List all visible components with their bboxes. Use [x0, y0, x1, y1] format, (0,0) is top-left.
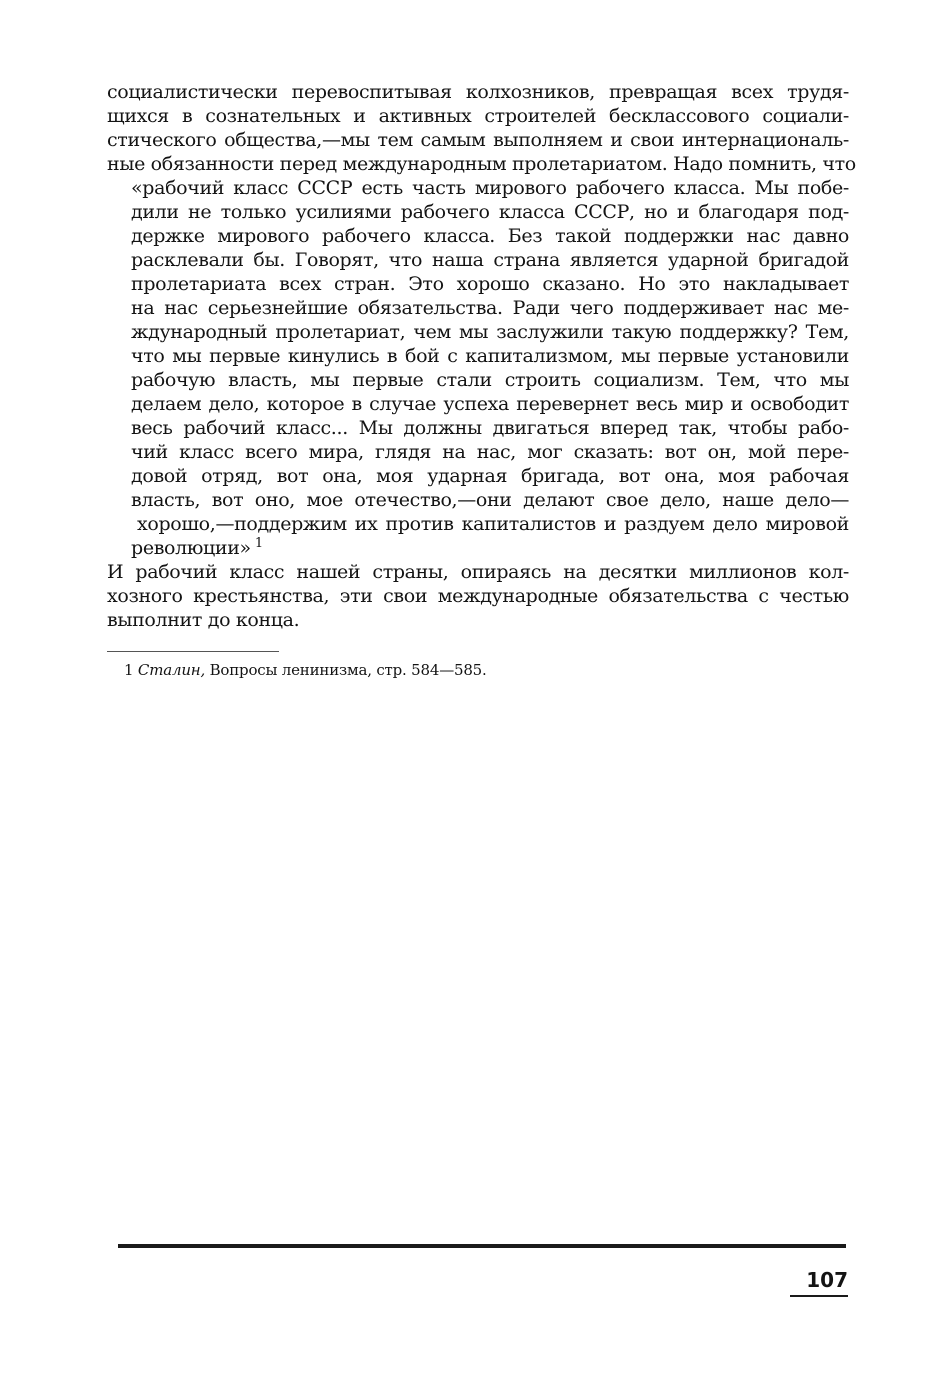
page-bottom-rule: [118, 1244, 846, 1248]
text-line-1: социалистически перевоспитывая колхозников, превращая всех трудя-: [107, 81, 849, 103]
footnote-divider: [107, 651, 279, 652]
footnote: [124, 660, 487, 680]
footnote-marker: 1: [124, 661, 134, 679]
text-line-18: власть, вот оно, мое отечество,—они делают свое дело, наше дело—: [131, 489, 849, 511]
text-line-20: [107, 536, 849, 560]
text-line-10: на нас серьезнейшие обязательства. Ради чего поддерживает нас ме-: [131, 297, 849, 319]
text-line-19: хорошо,—поддержим их против капиталистов и раздуем дело мировой: [137, 513, 849, 535]
footnote-reference: 1: [254, 535, 263, 551]
text-line-16: чий класс всего мира, глядя на нас, мог сказать: вот он, мой пере-: [131, 441, 849, 463]
text-line-15: весь рабочий класс... Мы должны двигаться вперед так, чтобы рабо-: [131, 417, 849, 439]
text-line-2: щихся в сознательных и активных строителей бесклассового социали-: [107, 105, 849, 127]
text-line-14: делаем дело, которое в случае успеха перевернет весь мир и освободит: [131, 393, 849, 415]
text-line-6: дили не только усилиями рабочего класса СССР, но и благодаря под-: [131, 201, 849, 223]
text-line-17: довой отряд, вот она, моя ударная бригада, вот она, моя рабочая: [131, 465, 849, 487]
text-line-11: ждународный пролетариат, чем мы заслужили такую поддержку? Тем,: [131, 321, 849, 343]
page-number: 107: [806, 1268, 848, 1292]
text-line-3: стического общества,—мы тем самым выполняем и свои интернациональ-: [107, 129, 849, 151]
footnote-author: Сталин,: [137, 661, 206, 679]
text-line-22: хозного крестьянства, эти свои международные обязательства с честью: [107, 585, 849, 607]
text-line-13: рабочую власть, мы первые стали строить социализм. Тем, что мы: [131, 369, 849, 391]
text-line-4: ные обязанности перед международным пролетариатом. Надо помнить, что: [107, 153, 856, 175]
text-line-23: выполнит до конца.: [107, 609, 300, 631]
quote-end-text: революции»: [131, 537, 251, 559]
main-text: [107, 80, 856, 632]
text-line-7: держке мирового рабочего класса. Без такой поддержки нас давно: [131, 225, 849, 247]
footnote-text: Вопросы ленинизма, стр. 584—585.: [209, 661, 487, 679]
text-line-12: что мы первые кинулись в бой с капитализмом, мы первые установили: [131, 345, 849, 367]
text-line-5: «рабочий класс СССР есть часть мирового рабочего класса. Мы побе-: [131, 177, 849, 199]
text-line-8: расклевали бы. Говорят, что наша страна является ударной бригадой: [131, 249, 849, 271]
page-number-underline: [790, 1295, 848, 1297]
text-line-9: пролетариата всех стран. Это хорошо сказано. Но это накладывает: [131, 273, 849, 295]
text-line-21: И рабочий класс нашей страны, опираясь на десятки миллионов кол-: [107, 561, 849, 583]
